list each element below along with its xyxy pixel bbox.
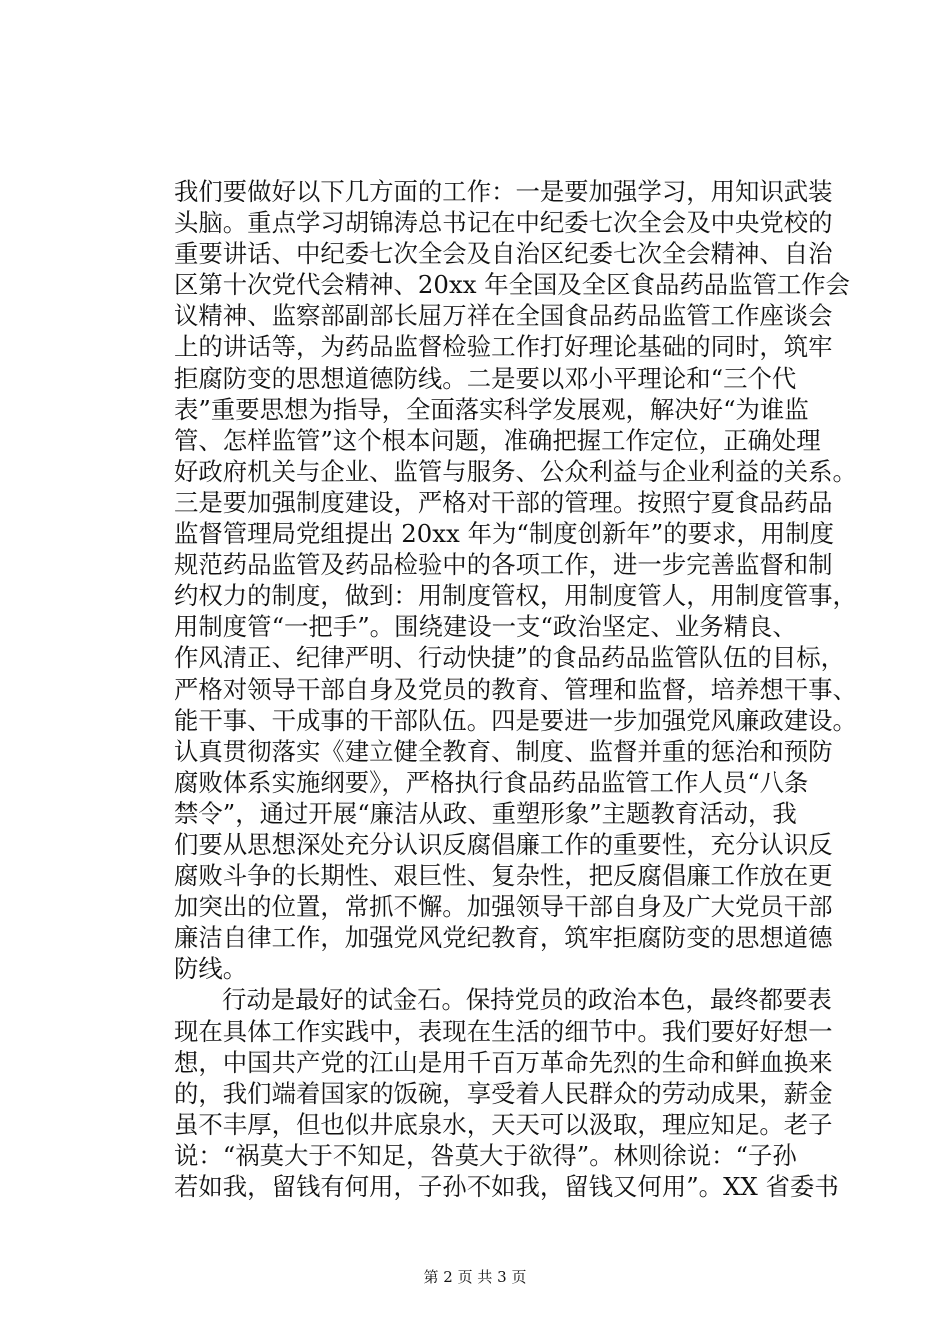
text-line: 腐败体系实施纲要》，严格执行食品药品监管工作人员“八条: [174, 767, 809, 797]
text-line: 若如我，留钱有何用，子孙不如我，留钱又何用”。XX 省委书: [174, 1172, 839, 1201]
text-line: 腐败斗争的长期性、艰巨性、复杂性，把反腐倡廉工作放在更: [174, 861, 833, 891]
text-line: 约权力的制度，做到：用制度管权，用制度管人，用制度管事，: [174, 581, 857, 611]
text-line: 加突出的位置，常抓不懈。加强领导干部自身及广大党员干部: [174, 892, 833, 922]
text-line: 重要讲话、中纪委七次全会及自治区纪委七次全会精神、自治: [174, 239, 833, 269]
text-line: 用制度管“一把手”。围绕建设一支“政治坚定、业务精良、: [174, 612, 797, 642]
text-line: 能干事、干成事的干部队伍。四是要进一步加强党风廉政建设。: [174, 705, 857, 735]
text-line: 好政府机关与企业、监管与服务、公众利益与企业利益的关系。: [174, 456, 857, 486]
text-line: 认真贯彻落实《建立健全教育、制度、监督并重的惩治和预防: [174, 736, 833, 766]
text-line: 行动是最好的试金石。保持党员的政治本色，最终都要表: [222, 985, 832, 1015]
text-line: 禁令”，通过开展“廉洁从政、重塑形象”主题教育活动，我: [174, 798, 797, 828]
text-line: 想，中国共产党的江山是用千百万革命先烈的生命和鲜血换来: [174, 1047, 833, 1077]
text-line: 廉洁自律工作，加强党风党纪教育，筑牢拒腐防变的思想道德: [174, 923, 833, 953]
text-line: 现在具体工作实践中，表现在生活的细节中。我们要好好想一: [174, 1016, 833, 1046]
text-line: 拒腐防变的思想道德防线。二是要以邓小平理论和“三个代: [174, 363, 797, 393]
text-line: 虽不丰厚，但也似井底泉水，天天可以汲取，理应知足。老子: [174, 1109, 833, 1139]
text-line: 们要从思想深处充分认识反腐倡廉工作的重要性，充分认识反: [174, 829, 833, 859]
text-line: 监督管理局党组提出 20xx 年为“制度创新年”的要求，用制度: [174, 519, 834, 549]
text-line: 头脑。重点学习胡锦涛总书记在中纪委七次全会及中央党校的: [174, 208, 833, 238]
text-line: 区第十次党代会精神、20xx 年全国及全区食品药品监管工作会: [174, 270, 851, 300]
text-line: 规范药品监管及药品检验中的各项工作，进一步完善监督和制: [174, 550, 833, 580]
text-line: 作风清正、纪律严明、行动快捷”的食品药品监管队伍的目标，: [174, 643, 846, 673]
text-line: 管、怎样监管”这个根本问题，准确把握工作定位，正确处理: [174, 425, 821, 455]
text-line: 严格对领导干部自身及党员的教育、管理和监督，培养想干事、: [174, 674, 857, 704]
text-line: 三是要加强制度建设，严格对干部的管理。按照宁夏食品药品: [174, 487, 833, 517]
page-footer: 第 2 页 共 3 页: [423, 1268, 527, 1286]
text-line: 说：“祸莫大于不知足，咎莫大于欲得”。林则徐说：“子孙: [174, 1140, 797, 1170]
text-line: 防线。: [174, 954, 248, 984]
text-line: 我们要做好以下几方面的工作：一是要加强学习，用知识武装: [174, 177, 833, 206]
body-text: [174, 176, 857, 1202]
text-line: 的，我们端着国家的饭碗，享受着人民群众的劳动成果，薪金: [174, 1078, 833, 1108]
text-line: 议精神、监察部副部长屈万祥在全国食品药品监管工作座谈会: [174, 301, 833, 331]
text-line: 表”重要思想为指导，全面落实科学发展观，解决好“为谁监: [174, 394, 809, 424]
text-line: 上的讲话等，为药品监督检验工作打好理论基础的同时，筑牢: [174, 332, 833, 362]
